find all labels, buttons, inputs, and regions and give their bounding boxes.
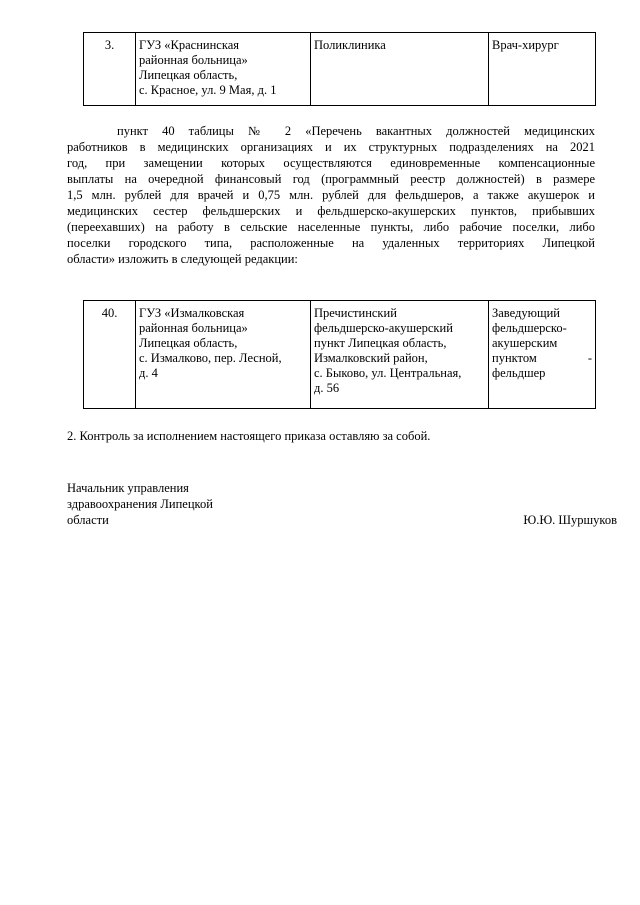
signer-title-line: здравоохранения Липецкой bbox=[67, 497, 213, 511]
position-line: Заведующий bbox=[492, 306, 560, 320]
institution-line: с. Красное, ул. 9 Мая, д. 1 bbox=[139, 83, 277, 97]
position-hyphen: - bbox=[587, 351, 592, 365]
institution-line: ГУЗ «Измалковская bbox=[139, 306, 245, 320]
position-line: Врач-хирург bbox=[492, 38, 559, 52]
position-line-split bbox=[492, 351, 592, 366]
subdivision-line: Пречистинский bbox=[314, 306, 397, 320]
table-row bbox=[84, 33, 596, 106]
paragraph-line: области» изложить в следующей редакции: bbox=[67, 252, 298, 266]
amendment-paragraph bbox=[67, 123, 595, 267]
signer-title-line: области bbox=[67, 513, 109, 527]
subdivision-line: с. Быково, ул. Центральная, bbox=[314, 366, 462, 380]
institution-cell bbox=[136, 33, 311, 106]
subdivision-cell bbox=[311, 301, 489, 409]
subdivision-line: Измалковский район, bbox=[314, 351, 428, 365]
signer-name: Ю.Ю. Шуршуков bbox=[523, 513, 617, 527]
row-number: 3. bbox=[104, 38, 115, 52]
subdivision-line: Поликлиника bbox=[314, 38, 386, 52]
row-number: 40. bbox=[101, 306, 118, 320]
position-cell bbox=[489, 33, 596, 106]
position-cell bbox=[489, 301, 596, 409]
subdivision-line: д. 56 bbox=[314, 381, 340, 395]
institution-line: д. 4 bbox=[139, 366, 158, 380]
paragraph-line: выплаты на очередной финансовый год (программный реестр должностей) в размере bbox=[67, 172, 595, 186]
position-line: фельдшерско- bbox=[492, 321, 567, 335]
position-line: акушерским bbox=[492, 336, 558, 350]
subdivision-cell bbox=[311, 33, 489, 106]
signature-block bbox=[67, 480, 213, 528]
subdivision-line: пункт Липецкая область, bbox=[314, 336, 447, 350]
institution-line: районная больница» bbox=[139, 321, 248, 335]
vacancy-table-top bbox=[83, 32, 596, 106]
paragraph-line: 1,5 млн. рублей для врачей и 0,75 млн. рублей для фельдшеров, а также акушерок и bbox=[67, 188, 595, 202]
position-line: фельдшер bbox=[492, 366, 546, 380]
institution-line: с. Измалково, пер. Лесной, bbox=[139, 351, 282, 365]
subdivision-line: фельдшерско-акушерский bbox=[314, 321, 453, 335]
institution-line: районная больница» bbox=[139, 53, 248, 67]
paragraph-line: медицинских сестер фельдшерских и фельдшерско-акушерских пунктов, прибывших bbox=[67, 204, 595, 218]
paragraph-line: пункт 40 таблицы № 2 «Перечень вакантных должностей медицинских bbox=[117, 124, 595, 138]
paragraph-line: год, при замещении которых осуществляются единовременные компенсационные bbox=[67, 156, 595, 170]
row-number-cell bbox=[84, 33, 136, 106]
signer-title-line: Начальник управления bbox=[67, 481, 189, 495]
institution-cell bbox=[136, 301, 311, 409]
position-word: пунктом bbox=[492, 351, 537, 365]
paragraph-line: работников в медицинских организациях и их структурных подразделениях на 2021 bbox=[67, 140, 595, 154]
table-row bbox=[84, 301, 596, 409]
row-number-cell bbox=[84, 301, 136, 409]
institution-line: Липецкая область, bbox=[139, 336, 238, 350]
control-clause: 2. Контроль за исполнением настоящего приказа оставляю за собой. bbox=[67, 429, 431, 443]
paragraph-line: поселки городского типа, расположенные на удаленных территориях Липецкой bbox=[67, 236, 595, 250]
vacancy-table-new bbox=[83, 300, 596, 409]
paragraph-line: (переехавших) на работу в сельские населенные пункты, либо рабочие поселки, либо bbox=[67, 220, 595, 234]
institution-line: Липецкая область, bbox=[139, 68, 238, 82]
institution-line: ГУЗ «Краснинская bbox=[139, 38, 240, 52]
